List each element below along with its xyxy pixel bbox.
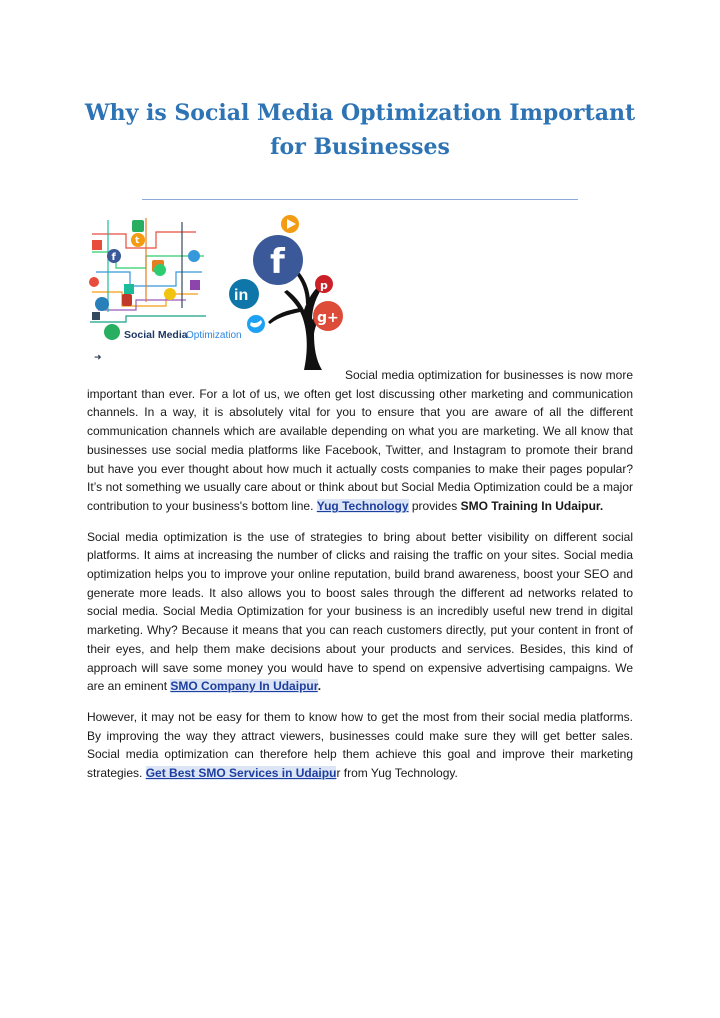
- paragraph-3-text: However, it may not be easy for them to know how to get the most from their social media platforms. By improving the way they attract viewers, businesses could make sure they will get better sales. Social media optimization can therefore help them achieve this goal and improve their marketing strategies.: [87, 709, 633, 781]
- svg-text:➜: ➜: [94, 353, 102, 363]
- svg-text:g+: g+: [317, 310, 339, 326]
- smo-training-text: SMO Training In Udaipur.: [460, 498, 604, 513]
- paragraph-1-text: Social media optimization for businesses is now more important than ever. For a lot of us, we often get lost discussing other marketing and communication channels. In a way, it is absolutely vital for you to ensure that you are aware of all the different communication channels which are available depending on what you are marketing. We all know that businesses use social media platforms like Facebook, Twitter, and Instagram to promote their brand but have you ever thought about how much it actually costs companies to make their pages popular? It’s not something we usually care about or think about but Social Media Optimization could be a major contribution to your business's bottom line.: [87, 368, 633, 513]
- smo-services-link[interactable]: Get Best SMO Services in Udaipu: [145, 766, 337, 781]
- smo-illustration: [86, 212, 356, 382]
- svg-text:f: f: [270, 242, 285, 282]
- paragraph-3: [87, 708, 633, 783]
- page-title: Why is Social Media Optimization Important for Businesses: [84, 100, 636, 160]
- svg-text:p: p: [320, 279, 328, 292]
- article-body: [87, 366, 633, 795]
- yug-technology-link[interactable]: Yug Technology: [316, 498, 409, 513]
- collage-icons: [89, 220, 200, 320]
- title-divider: [142, 199, 578, 200]
- paragraph-2-after: .: [317, 679, 322, 694]
- paragraph-3-after: r from Yug Technology.: [336, 766, 458, 781]
- smo-company-link[interactable]: SMO Company In Udaipur: [170, 679, 318, 694]
- paragraph-2-text: Social media optimization is the use of strategies to bring about better visibility on different social platforms. It aims at increasing the number of clicks and raising the traffic on your sites. Social media optimization helps you to improve your online reputation, build brand awareness, boost your SEO and generate more leads. It also allows you to boost sales through the different ad networks related to social media. Social Media Optimization for your business is an incredibly useful new trend in digital marketing. Why? Because it means that you can reach customers directly, put your content in front of their eyes, and help them make decisions about your products and services. Besides, this kind of approach will save some money you would have to spend on expensive advertising campaigns. We are an eminent: [87, 529, 633, 694]
- paragraph-1-after: provides: [408, 498, 461, 513]
- illustration-label-a: Social Media: [124, 329, 188, 341]
- svg-text:t: t: [135, 236, 140, 246]
- svg-text:f: f: [111, 252, 116, 263]
- illustration-label-b: Optimization: [186, 330, 242, 341]
- svg-text:in: in: [234, 287, 249, 304]
- paragraph-1: [87, 366, 633, 516]
- paragraph-2: [87, 528, 633, 696]
